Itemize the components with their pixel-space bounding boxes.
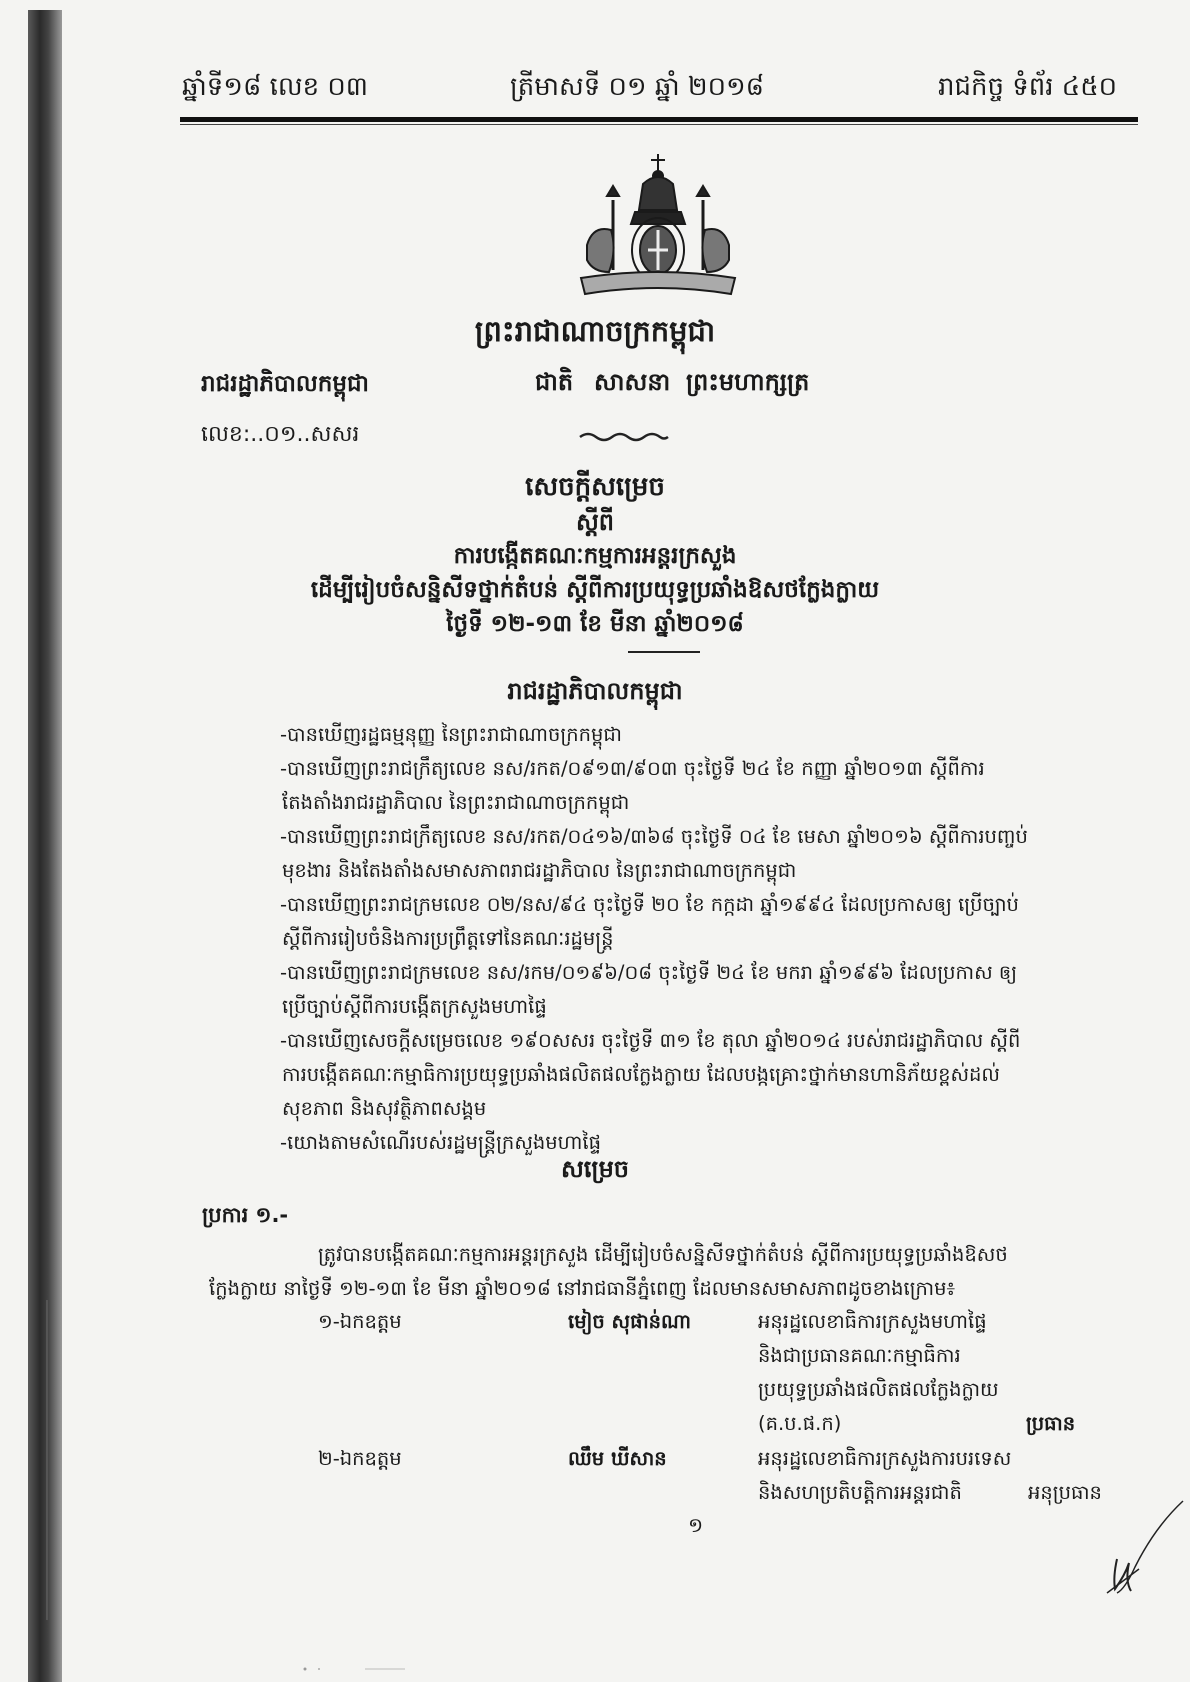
consideration-line: -បានឃើញព្រះរាជក្រមលេខ នស/រកម/០១៩៦/០៨ ចុះថ្ងៃទី ២៤ ខែ មករា ឆ្នាំ១៩៩៦ ដែលប្រកាស ឲ្យ bbox=[280, 961, 1018, 984]
member-name: មៀច សុផាន់ណា bbox=[568, 1310, 692, 1333]
member-name: ឈឹម ឃីសាន bbox=[568, 1447, 667, 1470]
title-divider bbox=[628, 651, 700, 653]
member-role: អនុប្រធាន bbox=[1028, 1481, 1102, 1504]
royal-coat-of-arms-icon bbox=[573, 150, 743, 300]
consideration-line: តែងតាំងរាជរដ្ឋាភិបាល នៃព្រះរាជាណាចក្រកម្ពុជា bbox=[282, 791, 630, 814]
consideration-line: ការបង្កើតគណៈកម្មាធិការប្រយុទ្ធប្រឆាំងផលិតផលក្លែងក្លាយ ដែលបង្កគ្រោះថ្នាក់មានហានិភ័យខ្ពស់ដល់ bbox=[282, 1063, 1000, 1086]
consideration-line: -យោងតាមសំណើរបស់រដ្ឋមន្ត្រីក្រសួងមហាផ្ទៃ bbox=[280, 1131, 601, 1154]
initials-signature-icon bbox=[1095, 1497, 1185, 1597]
government-heading: រាជរដ្ឋាភិបាលកម្ពុជា bbox=[507, 677, 683, 705]
consideration-line: -បានឃើញសេចក្តីសម្រេចលេខ ១៩០សសរ ចុះថ្ងៃទី ៣១ ខែ តុលា ឆ្នាំ២០១៤ របស់រាជរដ្ឋាភិបាល ស្តីពី bbox=[280, 1029, 1021, 1052]
consideration-line: ប្រើច្បាប់ស្តីពីការបង្កើតក្រសួងមហាផ្ទៃ bbox=[282, 995, 547, 1018]
motto-king: ព្រះមហាក្សត្រ bbox=[686, 368, 810, 396]
margin-line bbox=[46, 1300, 48, 1620]
decision-subject-line1: ការបង្កើតគណៈកម្មការអន្តរក្រសួង bbox=[453, 543, 737, 569]
header-page-ref: រាជកិច្ច ទំព័រ ៤៥០ bbox=[938, 72, 1118, 102]
member-position: (គ.ប.ផ.ក) bbox=[758, 1412, 842, 1435]
member-position: និងសហប្រតិបត្តិការអន្តរជាតិ bbox=[758, 1481, 962, 1504]
decision-subject-line2: ដើម្បីរៀបចំសន្និសីទថ្នាក់តំបន់ ស្តីពីការប្រយុទ្ធប្រឆាំងឱសថក្លែងក្លាយ bbox=[310, 577, 880, 603]
member-index: ១-ឯកឧត្តម bbox=[318, 1310, 402, 1333]
member-index: ២-ឯកឧត្តម bbox=[318, 1447, 402, 1470]
header-rule-thin bbox=[180, 124, 1138, 125]
issuer-name: រាជរដ្ឋាភិបាលកម្ពុជា bbox=[201, 371, 369, 397]
article1-line2: ក្លែងក្លាយ នាថ្ងៃទី ១២-១៣ ខែ មីនា ឆ្នាំ២០១៨ នៅរាជធានីភ្នំពេញ ដែលមានសមាសភាពដូចខាងក្រោម៖ bbox=[209, 1277, 956, 1300]
consideration-line: -បានឃើញព្រះរាជក្រឹត្យលេខ នស/រកត/០៩១៣/៩០៣ ចុះថ្ងៃទី ២៤ ខែ កញ្ញា ឆ្នាំ២០១៣ ស្តីពីការ bbox=[280, 757, 985, 780]
member-position: ប្រយុទ្ធប្រឆាំងផលិតផលក្លែងក្លាយ bbox=[758, 1378, 999, 1401]
decision-title: សេចក្តីសម្រេច bbox=[525, 472, 665, 502]
consideration-line: -បានឃើញរដ្ឋធម្មនុញ្ញ នៃព្រះរាជាណាចក្រកម្ពុជា bbox=[280, 723, 622, 746]
consideration-line: -បានឃើញព្រះរាជក្រឹត្យលេខ នស/រកត/០៤១៦/៣៦៨ ចុះថ្ងៃទី ០៤ ខែ មេសា ឆ្នាំ២០១៦ ស្តីពីការបញ្ចប់ bbox=[280, 825, 1028, 848]
consideration-line: មុខងារ និងតែងតាំងសមាសភាពរាជរដ្ឋាភិបាល នៃព្រះរាជាណាចក្រកម្ពុជា bbox=[282, 859, 797, 882]
member-position: អនុរដ្ឋលេខាធិការក្រសួងមហាផ្ទៃ bbox=[758, 1310, 987, 1333]
member-position: អនុរដ្ឋលេខាធិការក្រសួងការបរទេស bbox=[758, 1447, 1012, 1470]
resolution-heading: សម្រេច bbox=[560, 1155, 630, 1183]
header-issue: ឆ្នាំទី១៨ លេខ ០៣ bbox=[182, 72, 369, 102]
member-position: និងជាប្រធានគណៈកម្មាធិការ bbox=[758, 1344, 961, 1367]
consideration-line: សុខភាព និងសុវត្ថិភាពសង្គម bbox=[282, 1097, 487, 1120]
consideration-line: -បានឃើញព្រះរាជក្រមលេខ ០២/នស/៩៤ ចុះថ្ងៃទី ២០ ខែ កក្កដា ឆ្នាំ១៩៩៤ ដែលប្រកាសឲ្យ ប្រើច្បាប់ bbox=[280, 893, 1019, 916]
ornament-divider-icon bbox=[578, 431, 670, 443]
motto-religion: សាសនា bbox=[594, 368, 671, 396]
header-quarter: ត្រីមាសទី ០១ ឆ្នាំ ២០១៨ bbox=[510, 72, 765, 102]
decision-date: ថ្ងៃទី ១២-១៣ ខែ មីនា ឆ្នាំ២០១៨ bbox=[446, 611, 744, 637]
article1-label: ប្រការ ១.- bbox=[202, 1203, 289, 1227]
header-rule bbox=[180, 117, 1138, 122]
decision-about: ស្តីពី bbox=[575, 508, 615, 536]
scan-speck bbox=[295, 1665, 415, 1673]
article1-line1: ត្រូវបានបង្កើតគណៈកម្មការអន្តរក្រសួង ដើម្បីរៀបចំសន្និសីទថ្នាក់តំបន់ ស្តីពីការប្រយុទ្ធប្រឆាំងឱសថ bbox=[318, 1243, 1008, 1266]
binding-edge bbox=[28, 10, 62, 1682]
consideration-line: ស្តីពីការរៀបចំនិងការប្រព្រឹត្តទៅនៃគណៈរដ្ឋមន្ត្រី bbox=[282, 927, 614, 950]
motto-nation: ជាតិ bbox=[535, 368, 574, 396]
page-number: ១ bbox=[688, 1513, 704, 1537]
kingdom-name: ព្រះរាជាណាចក្រកម្ពុជា bbox=[474, 314, 716, 348]
issuer-number: លេខ:..០១..សសរ bbox=[201, 422, 360, 447]
member-role: ប្រធាន bbox=[1026, 1412, 1076, 1435]
